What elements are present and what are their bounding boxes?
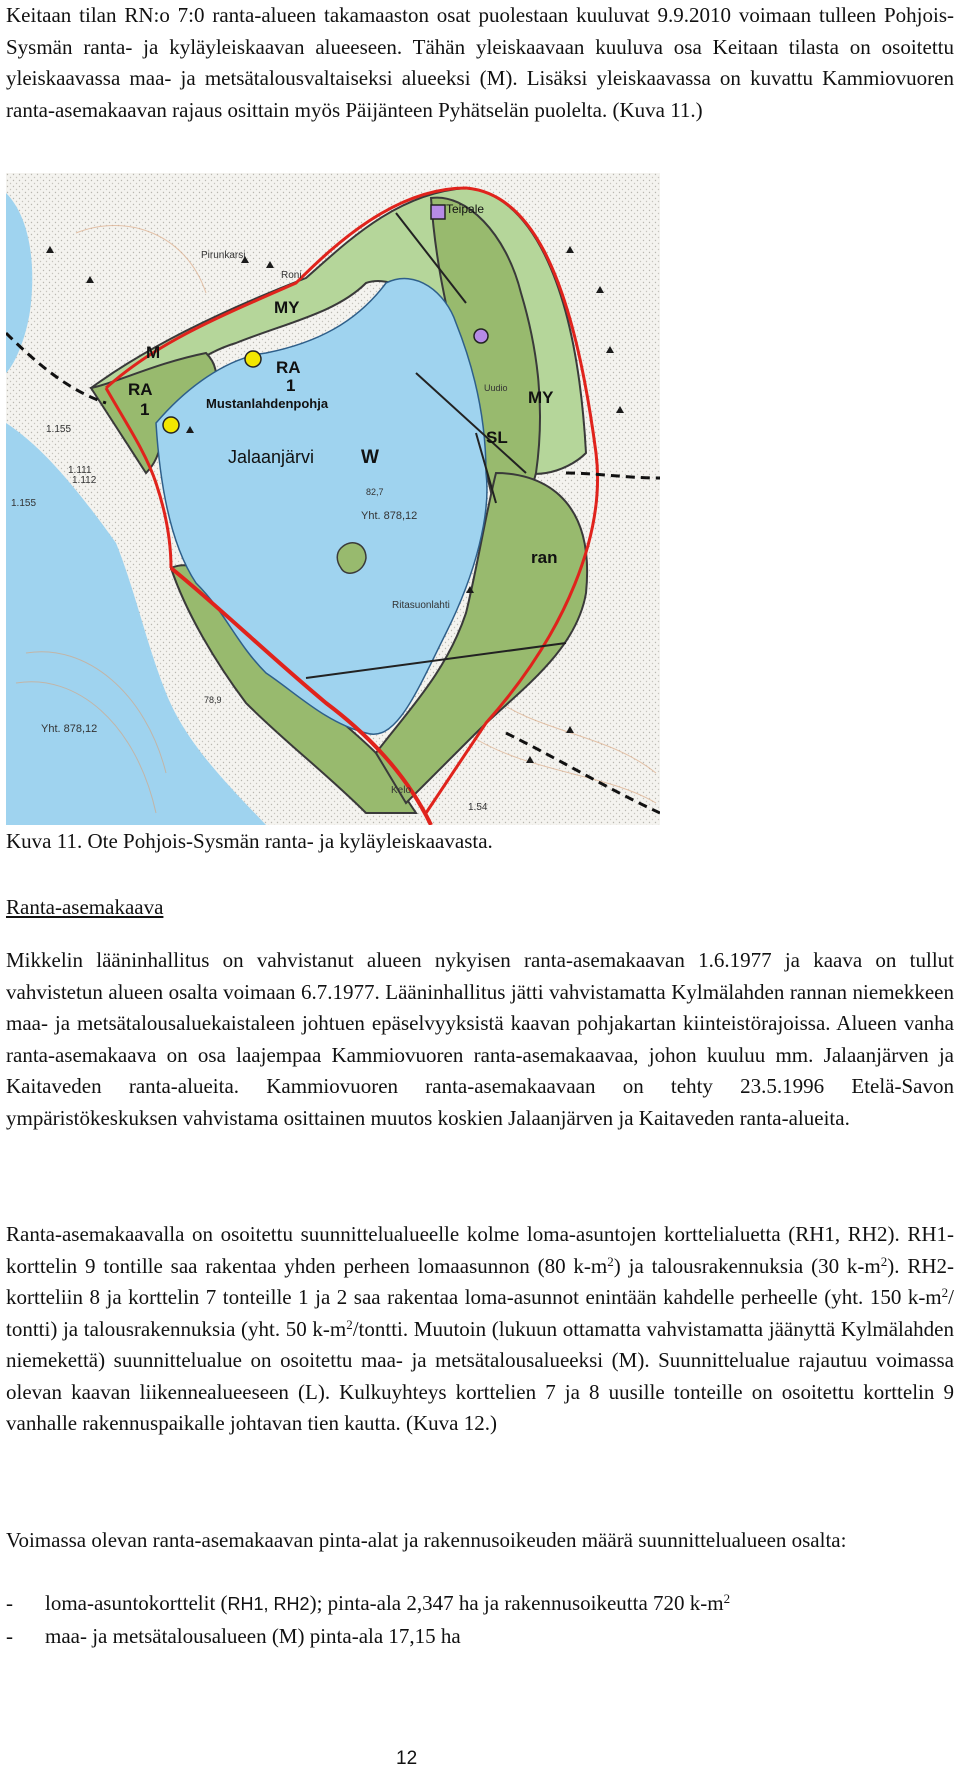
label-ra1-east-b: 1 [286, 376, 296, 395]
label-my-east: MY [528, 388, 554, 407]
teipale-marker [431, 205, 445, 219]
label-ritasuo: Ritasuonlahti [392, 600, 450, 611]
paragraph-blocks: Ranta-asemakaavalla on osoitettu suunnittelualueelle kolme loma-asuntojen korttelialuetta (RH1, RH2). RH1-korttelin 9 tontille saa rakentaa yhden perheen lomaasunnon (80 $k-m^2$) ja talousrakennuksia (30 $k-m^2$). RH2-kortteliin 8 ja korttelin 7 tonteille 1 ja 2 saa rakentaa loma-asunnot enintään kahdelle perheelle (yht. 150 $k-m^2/$ tontti) ja talousrakennuksia (yht. 50 $k-m^2$/tontti. Muutoin (lukuun ottamatta vahvistamatta jäänyttä Kylmälahden niemekettä) suunnittelualue on osoitettu maa- ja metsätalousalueeksi (M). Suunnittelualue rajautuu voimassa olevan kaavan liikennealueeseen (L). Kulkuyhteys korttelien 7 ja 8 uusille tonteille on osoitettu korttelin 9 vanhalle rakennuspaikalle johtavan tien kautta. (Kuva 12.) [6, 1222, 955, 1435]
label-111: 1.111 [68, 465, 92, 476]
paragraph-approval: Mikkelin lääninhallitus on vahvistanut alueen nykyisen ranta-asemakaavan 1.6.1977 ja kaava on tullut vahvistetun alueen osalta voimaan 6.7.1977. Lääninhallitus jätti vahvistamatta Kylmälahden rannan niemekkeen maa- ja metsätalousaluekaistaleen johtuen epäselvyyksistä kaavan pohjakartan kiinteistörajoissa. Alueen vanha ranta-asemakaava on osa laajempaa Kammiovuoren ranta-asemakaavaa, johon kuuluu mm. Jalaanjärven ja Kaitaveden ranta-alueita. Kammiovuoren ranta-asemakaavaan on tehty 23.5.1996 Etelä-Savon ympäristökeskuksen vahvistama osittainen muutos koskien Jalaanjärven ja Kaitaveden ranta-alueita. [6, 948, 954, 1130]
label-ra1-east-a: RA [276, 358, 301, 377]
section-heading: Ranta-asemakaava [6, 895, 164, 919]
label-teipale: Teipale [446, 202, 485, 216]
paragraph-areas: Voimassa olevan ranta-asemakaavan pinta-alat ja rakennusoikeuden määrä suunnittelualueen osalta: [6, 1528, 847, 1552]
list-item: - loma-asuntokorttelit (RH1, RH2); pinta-ala 2,347 ha ja rakennusoikeutta 720 $k-m^2$ [6, 1591, 731, 1615]
marker-purple-east [474, 329, 488, 343]
label-m: M [146, 343, 161, 362]
list-item: - maa- ja metsätalousalueen (M) pinta-ala 17,15 ha [6, 1623, 461, 1648]
lake-island [337, 543, 366, 573]
intro-paragraph: Keitaan tilan RN:o 7:0 ranta-alueen takamaaston osat puolestaan kuuluvat 9.9.2010 voimaan tulleen Pohjois-Sysmän ranta- ja kyläyleiskaavan alueeseen. Tähän yleiskaavaan kuuluva osa Keitaan tilasta on osoitettu yleiskaavassa maa- ja metsätalousvaltaiseksi alueeksi (M). Lisäksi yleiskaavassa on kuvattu Kammiovuoren ranta-asemakaavan rajaus osittain myös Päijänteen Pyhätselän puolelta. (Kuva 11.) [6, 3, 954, 122]
label-ra1-west-b: 1 [140, 400, 150, 419]
label-elev-b: Yht. 878,12 [41, 723, 98, 735]
label-lake: Jalaanjärvi [228, 447, 315, 467]
label-789: 78,9 [204, 695, 222, 705]
label-sl: SL [486, 428, 508, 447]
label-roni: Roni [281, 270, 302, 281]
label-1155-b: 1.155 [11, 498, 37, 509]
land-use-map [6, 173, 660, 825]
area-list [6, 1588, 954, 1652]
label-154: 1.54 [468, 802, 488, 813]
label-water: W [361, 447, 379, 468]
label-kelo: Kelo [391, 785, 412, 796]
marker-yellow-west [245, 351, 261, 367]
label-my-north: MY [274, 298, 300, 317]
label-1155-a: 1.155 [46, 424, 72, 435]
label-bay: Mustanlahdenpohja [206, 396, 329, 411]
label-ra1-west-a: RA [128, 380, 153, 399]
label-elev-a: Yht. 878,12 [361, 510, 418, 522]
label-pirunkarsi: Pirunkarsi [201, 250, 246, 261]
label-ran: ran [531, 548, 558, 567]
page-number: 12 [396, 1748, 418, 1769]
label-112: 1.112 [72, 475, 97, 486]
marker-yellow-bay [163, 417, 179, 433]
figure-caption: Kuva 11. Ote Pohjois-Sysmän ranta- ja kyläyleiskaavasta. [6, 829, 493, 853]
label-shore: Uudio [484, 383, 508, 393]
label-depth: 82,7 [366, 487, 384, 497]
